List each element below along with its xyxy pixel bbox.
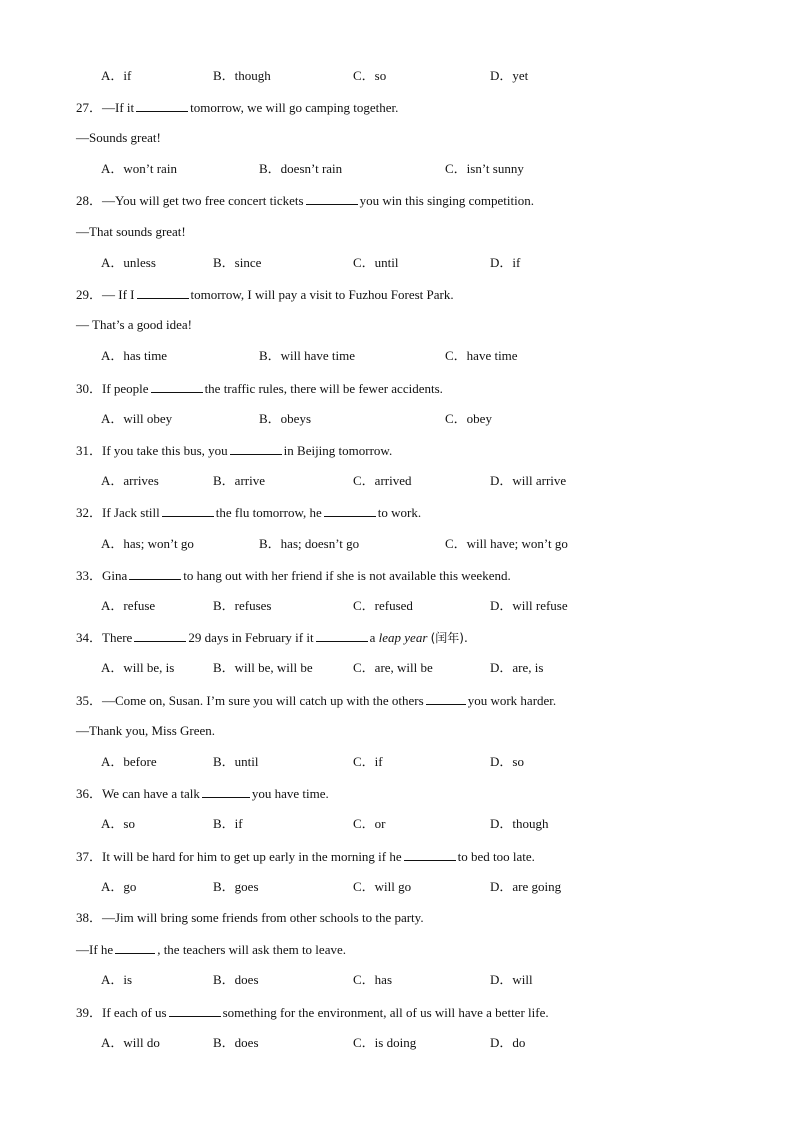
q39-text-a: 39．If each of us [76,1005,167,1020]
answer-blank[interactable] [134,629,186,642]
q37-question [76,848,535,865]
q38-option-c[interactable]: C．has [353,972,393,987]
q32-option-b[interactable]: B．has; doesn’t go [259,536,360,551]
q31-option-a[interactable]: A．arrives [101,473,159,488]
q30-text-a: 30．If people [76,381,149,396]
q35-option-a[interactable]: A．before [101,754,157,769]
q35-option-d[interactable]: D．so [490,754,524,769]
q33-option-d[interactable]: D．will refuse [490,598,568,613]
answer-blank[interactable] [115,941,155,954]
q29-question [76,286,454,303]
q30-option-b[interactable]: B．obeys [259,411,312,426]
q27-text-b: tomorrow, we will go camping together. [190,100,399,115]
q33-option-b[interactable]: B．refuses [213,598,272,613]
q31-option-c[interactable]: C．arrived [353,473,412,488]
q28-text-a: 28．—You will get two free concert tickets [76,193,304,208]
q38-option-b[interactable]: B．does [213,972,259,987]
q31-option-d[interactable]: D．will arrive [490,473,567,488]
q30-text-b: the traffic rules, there will be fewer accidents. [204,381,443,396]
q32-option-a[interactable]: A．has; won’t go [101,536,194,551]
q32-text-c: to work. [377,505,422,520]
answer-blank[interactable] [202,785,250,798]
q35-reply: —Thank you, Miss Green. [76,723,216,738]
q38-reply [76,941,346,958]
q35-question [76,692,556,709]
q28-option-c[interactable]: C．until [353,255,399,270]
q39-option-d[interactable]: D．do [490,1035,526,1050]
q38-option-d[interactable]: D．will [490,972,533,987]
q38-option-a[interactable]: A．is [101,972,133,987]
q27-option-b[interactable]: B．doesn’t rain [259,161,343,176]
answer-blank[interactable] [230,442,282,455]
q32-question [76,504,421,521]
q37-option-b[interactable]: B．goes [213,879,259,894]
q26-option-a[interactable]: A．if [101,68,132,83]
q33-question [76,567,511,584]
q38-reply-b: , the teachers will ask them to leave. [157,942,346,957]
q30-option-c[interactable]: C．obey [445,411,492,426]
q37-option-d[interactable]: D．are going [490,879,562,894]
q38-question: 38．—Jim will bring some friends from other schools to the party. [76,910,424,925]
q34-option-b[interactable]: B．will be, will be [213,660,313,675]
q32-text-a: 32．If Jack still [76,505,160,520]
answer-blank[interactable] [137,286,189,299]
q34-option-a[interactable]: A．will be, is [101,660,175,675]
q29-reply: — That’s a good idea! [76,317,193,332]
q32-option-c[interactable]: C．will have; won’t go [445,536,568,551]
answer-blank[interactable] [136,99,188,112]
answer-blank[interactable] [316,629,368,642]
q28-option-b[interactable]: B．since [213,255,262,270]
q27-option-a[interactable]: A．won’t rain [101,161,177,176]
q36-question [76,785,329,802]
q33-option-c[interactable]: C．refused [353,598,413,613]
q35-option-c[interactable]: C．if [353,754,383,769]
answer-blank[interactable] [426,692,466,705]
q33-option-a[interactable]: A．refuse [101,598,156,613]
q37-text-a: 37．It will be hard for him to get up early in the morning if he [76,849,402,864]
answer-blank[interactable] [169,1004,221,1017]
q34-option-c[interactable]: C．are, will be [353,660,433,675]
q30-question [76,380,443,397]
q29-text-a: 29．— If I [76,287,135,302]
answer-blank[interactable] [129,567,181,580]
q35-text-b: you work harder. [467,693,557,708]
q36-text-a: 36．We can have a talk [76,786,200,801]
q35-text-a: 35．—Come on, Susan. I’m sure you will catch up with the others [76,693,424,708]
q28-reply: —That sounds great! [76,224,186,239]
q36-option-b[interactable]: B．if [213,816,243,831]
q27-text-a: 27．—If it [76,100,135,115]
q29-text-b: tomorrow, I will pay a visit to Fuzhou Forest Park. [190,287,454,302]
q34-question [76,629,468,646]
q27-option-c[interactable]: C．isn’t sunny [445,161,524,176]
q27-reply: —Sounds great! [76,130,161,145]
q39-question [76,1004,549,1021]
q28-text-b: you win this singing competition. [359,193,534,208]
q28-option-a[interactable]: A．unless [101,255,156,270]
q31-text-b: in Beijing tomorrow. [283,443,393,458]
q28-option-d[interactable]: D．if [490,255,521,270]
q33-text-a: 33．Gina [76,568,128,583]
answer-blank[interactable] [151,380,203,393]
q36-text-b: you have time. [251,786,329,801]
q31-option-b[interactable]: B．arrive [213,473,265,488]
q37-text-b: to bed too late. [457,849,535,864]
q39-option-b[interactable]: B．does [213,1035,259,1050]
q29-option-b[interactable]: B．will have time [259,348,356,363]
q34-term: leap year [378,630,428,645]
q31-text-a: 31．If you take this bus, you [76,443,228,458]
q39-text-b: something for the environment, all of us will have a better life. [222,1005,549,1020]
answer-blank[interactable] [162,504,214,517]
q32-text-b: the flu tomorrow, he [215,505,322,520]
q36-option-c[interactable]: C．or [353,816,386,831]
q36-option-a[interactable]: A．so [101,816,135,831]
q37-option-c[interactable]: C．will go [353,879,412,894]
q34-text-c: a [369,630,376,645]
q26-option-c[interactable]: C．so [353,68,387,83]
q28-question [76,192,534,209]
q29-option-a[interactable]: A．has time [101,348,168,363]
q29-option-c[interactable]: C．have time [445,348,518,363]
q36-option-d[interactable]: D．though [490,816,549,831]
q39-option-c[interactable]: C．is doing [353,1035,417,1050]
answer-blank[interactable] [324,504,376,517]
q30-option-a[interactable]: A．will obey [101,411,173,426]
q27-question [76,99,398,116]
q37-option-a[interactable]: A．go [101,879,137,894]
q31-question [76,442,392,459]
q26-option-d[interactable]: D．yet [490,68,529,83]
q26-option-b[interactable]: B．though [213,68,271,83]
q35-option-b[interactable]: B．until [213,754,259,769]
answer-blank[interactable] [404,848,456,861]
q38-reply-a: —If he [76,942,114,957]
q39-option-a[interactable]: A．will do [101,1035,160,1050]
q33-text-b: to hang out with her friend if she is not available this weekend. [183,568,511,583]
q34-option-d[interactable]: D．are, is [490,660,544,675]
q34-text-a: 34．There [76,630,133,645]
q34-gloss: (闰年). [430,631,468,645]
answer-blank[interactable] [306,192,358,205]
q34-text-b: 29 days in February if it [188,630,314,645]
